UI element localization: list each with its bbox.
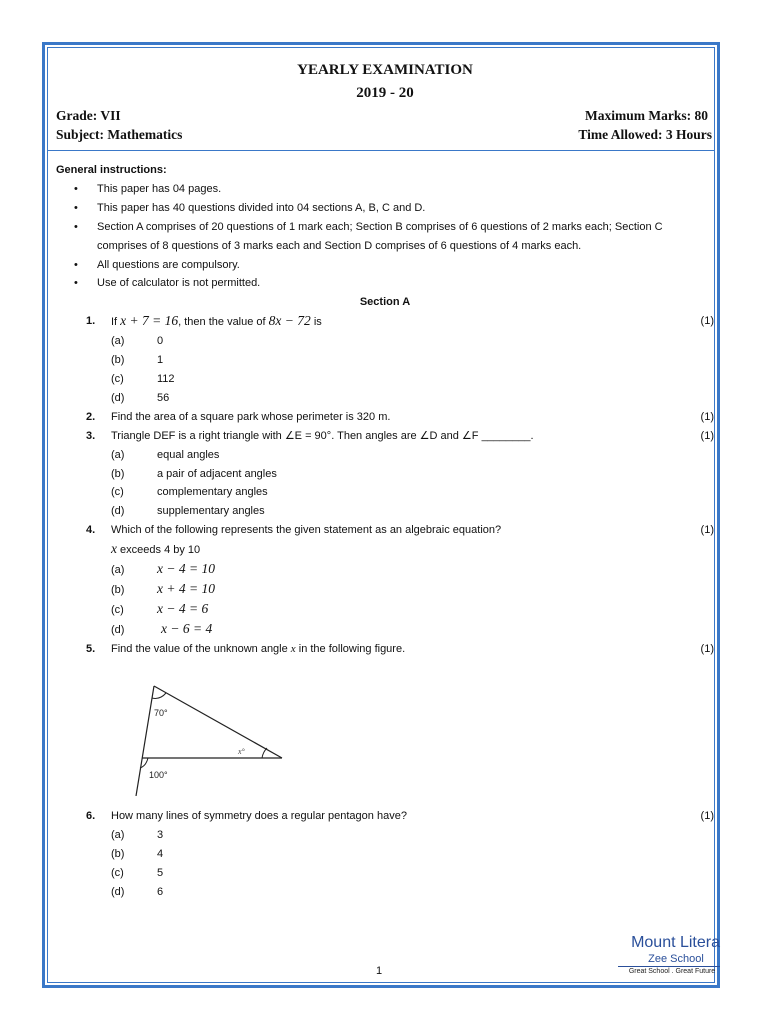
max-marks-label: Maximum Marks: 80 — [585, 108, 708, 123]
logo-tagline: Great School . Great Future — [628, 968, 716, 975]
question-number: 1. — [86, 315, 96, 328]
triangle-figure — [132, 684, 292, 796]
angle-label-70: 70° — [154, 708, 168, 718]
question-number: 6. — [86, 810, 96, 822]
option: (a) x − 4 = 10 — [111, 561, 215, 577]
option: (d) x − 6 = 4 — [111, 620, 213, 636]
option: (a) 0 — [111, 335, 164, 348]
header-divider — [48, 150, 714, 151]
instruction-item: • This paper has 40 questions divided into 04 sections A, B, C and D. — [74, 201, 426, 214]
question-6: 6. How many lines of symmetry does a regular pentagon have? (1) — [56, 807, 714, 826]
question-statement: x exceeds 4 by 10 — [111, 541, 201, 557]
question-4: 4. Which of the following represents the given statement as an algebraic equation? (1) — [56, 521, 714, 540]
school-logo — [610, 934, 720, 975]
instruction-item: • Use of calculator is not permitted. — [74, 277, 261, 290]
option: (b) 1 — [111, 354, 164, 367]
question-5: 5. Find the value of the unknown angle x in the following figure. (1) — [56, 640, 714, 659]
option: (a) equal angles — [111, 448, 220, 461]
section-a-title: Section A — [359, 296, 411, 309]
question-number: 4. — [86, 524, 96, 537]
question-marks: (1) — [700, 429, 714, 442]
option: (b) a pair of adjacent angles — [111, 467, 277, 480]
option: (c) complementary angles — [111, 486, 268, 499]
logo-name: Mount Litera — [631, 934, 720, 951]
question-number: 2. — [86, 410, 96, 423]
time-allowed-label: Time Allowed: 3 Hours — [578, 127, 712, 142]
instruction-item: • Section A comprises of 20 questions of 1 mark each; Section B comprises of 6 questions of 2 marks each; Section C comprises of 8 questions of 3 marks each and Section D comprises of 6 questions of 4 marks each. — [74, 220, 663, 252]
instruction-item: • All questions are compulsory. — [74, 258, 240, 271]
exam-content — [56, 161, 714, 659]
exam-year: 2019 - 20 — [356, 85, 414, 101]
exam-title: YEARLY EXAMINATION — [297, 62, 473, 78]
instruction-item: • This paper has 04 pages. — [74, 182, 222, 195]
subject-label: Subject: Mathematics — [56, 127, 183, 142]
angle-label-100: 100° — [149, 770, 168, 780]
option: (d) 6 — [111, 885, 164, 898]
option: (c) x − 4 = 6 — [111, 600, 209, 616]
question-1: 1. If x + 7 = 16, then the value of 8x − 72 is (1) — [56, 312, 714, 332]
instructions-title: General instructions: — [56, 164, 167, 176]
option: (d) supplementary angles — [111, 505, 265, 518]
question-marks: (1) — [700, 410, 714, 423]
logo-school: Zee School — [648, 953, 704, 965]
grade-label: Grade: VII — [56, 108, 121, 123]
question-marks: (1) — [700, 315, 714, 328]
question-number: 5. — [86, 642, 96, 655]
angle-label-x: x° — [238, 747, 245, 756]
question-marks: (1) — [700, 810, 714, 822]
page-number: 1 — [376, 965, 383, 977]
option: (a) 3 — [111, 828, 164, 841]
exam-header — [56, 60, 714, 152]
question-marks: (1) — [700, 524, 714, 537]
question-2: 2. Find the area of a square park whose perimeter is 320 m. (1) — [56, 408, 714, 427]
question-marks: (1) — [700, 642, 714, 655]
option: (c) 5 — [111, 866, 164, 879]
option: (b) x + 4 = 10 — [111, 580, 215, 596]
math-expression: x + 7 = 16 — [120, 313, 179, 329]
question-number: 3. — [86, 429, 96, 442]
logo-rule — [618, 966, 720, 967]
option: (d) 56 — [111, 391, 170, 404]
exam-content-continued — [56, 807, 714, 902]
question-3: 3. Triangle DEF is a right triangle with ∠E = 90°. Then angles are ∠D and ∠F ________. (1) — [56, 427, 714, 446]
option: (b) 4 — [111, 847, 164, 860]
instructions-list — [56, 180, 714, 293]
math-expression: 8x − 72 — [268, 313, 311, 329]
option: (c) 112 — [111, 372, 175, 385]
